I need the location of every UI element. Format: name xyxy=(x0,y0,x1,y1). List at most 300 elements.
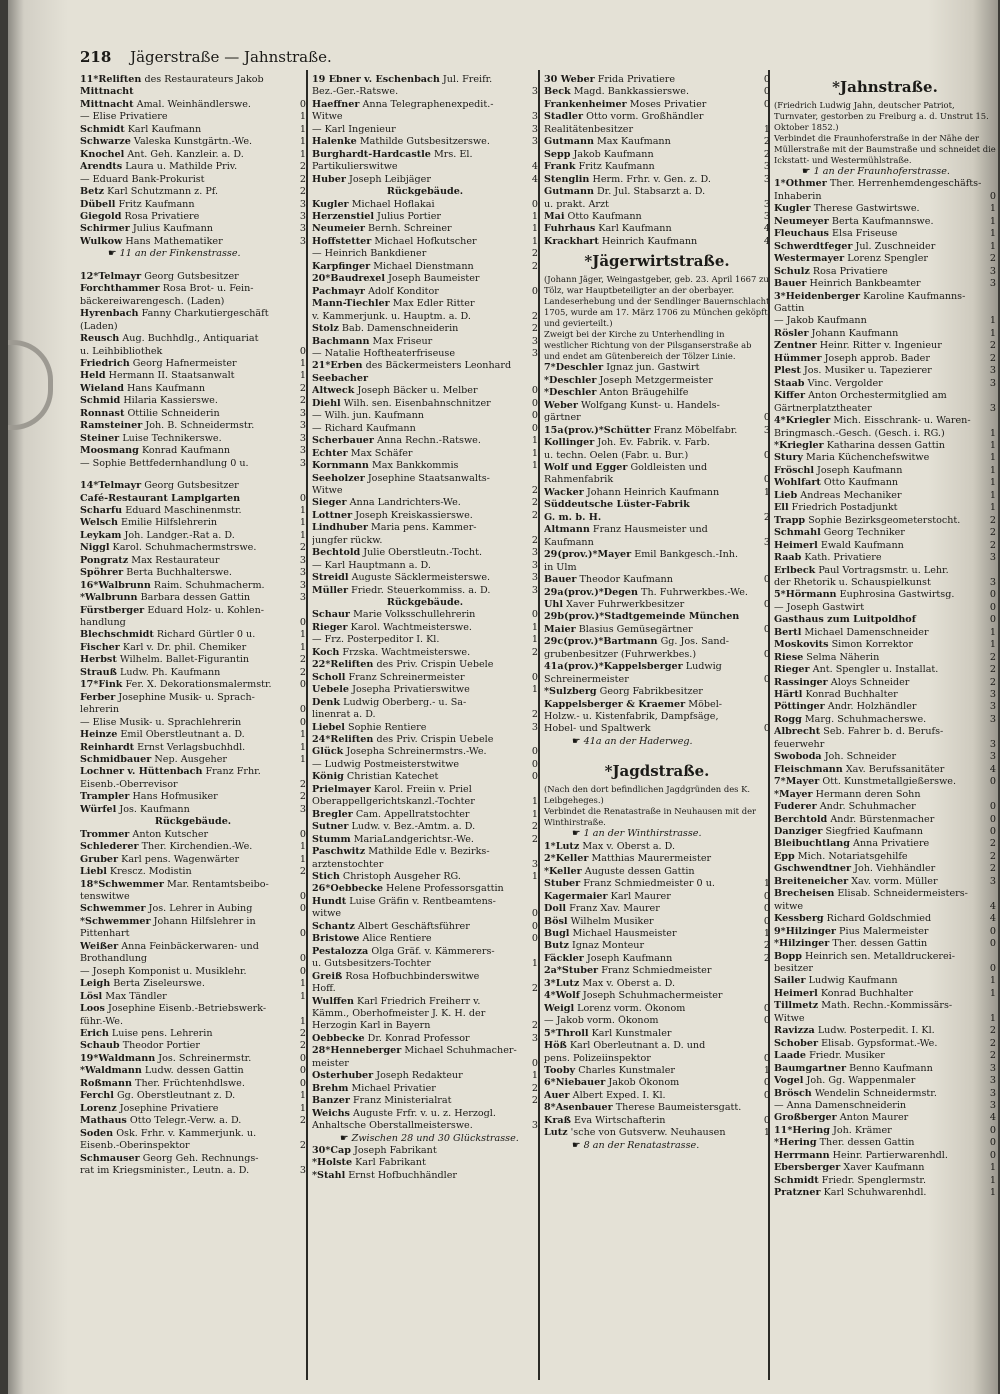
entry-name: 29a(prov.)*Degen xyxy=(544,586,638,598)
entry-detail: Eva Wirtschafterin xyxy=(573,1114,666,1126)
directory-entry xyxy=(774,203,996,215)
entry-name: Schober xyxy=(774,1037,819,1049)
directory-entry xyxy=(774,191,996,203)
floor-number: 2 xyxy=(299,666,306,678)
entry-name: Moskovits xyxy=(774,639,829,651)
entry-detail: Rosa Brot- u. Fein- xyxy=(162,283,254,295)
directory-entry xyxy=(80,617,306,629)
entry-detail: Aug. Buchhdlg., Antiquariat xyxy=(122,333,259,345)
entry-name: Brecheisen xyxy=(774,888,835,900)
floor-number: 1 xyxy=(989,427,996,439)
entry-name: Schaur xyxy=(312,609,350,621)
floor-number: 1 xyxy=(299,629,306,641)
entry-detail: Pittenhart xyxy=(80,928,130,940)
entry-detail: — Elise Musik- u. Sprachlehrerin xyxy=(80,716,242,728)
directory-entry xyxy=(544,462,770,474)
floor-number: 2 xyxy=(299,395,306,407)
entry-name: 21*Erben xyxy=(312,360,363,372)
directory-entry xyxy=(312,946,538,958)
entry-detail: Heinrich Kaufmann xyxy=(601,235,698,247)
directory-entry xyxy=(80,186,306,198)
entry-detail: Jos. Schreinermstr. xyxy=(158,1052,252,1064)
entry-name: Riese xyxy=(774,651,804,663)
directory-entry xyxy=(774,614,996,626)
entry-detail: Dr. Konrad Professor xyxy=(367,1032,470,1044)
entry-name: Doll xyxy=(544,903,567,915)
entry-detail: Wilh. sen. Eisenbahnschnitzer xyxy=(343,397,491,409)
floor-number: 1 xyxy=(989,1187,996,1199)
entry-detail: Franz Möbelfabr. xyxy=(653,424,738,436)
floor-number: 0 xyxy=(763,1089,770,1101)
entry-detail: lehrerin xyxy=(80,704,120,716)
entry-detail: Franz Frhr. xyxy=(205,766,261,778)
floor-number: 3 xyxy=(299,432,306,444)
directory-entry xyxy=(544,1065,770,1077)
entry-detail: Joseph Baumeister xyxy=(388,273,480,285)
directory-entry xyxy=(312,211,538,223)
directory-entry xyxy=(544,499,770,511)
directory-entry xyxy=(544,223,770,235)
directory-entry xyxy=(80,704,306,716)
directory-entry xyxy=(774,776,996,788)
floor-number: 3 xyxy=(763,198,770,210)
entry-detail: Anton Orchestermitglied am xyxy=(808,390,947,402)
directory-entry xyxy=(80,903,306,915)
directory-entry xyxy=(80,829,306,841)
entry-detail: Simon Korrektor xyxy=(831,639,913,651)
entry-name: Loos xyxy=(80,1003,105,1015)
entry-detail: Auguste dessen Gattin xyxy=(584,865,695,877)
floor-number: 2 xyxy=(531,821,538,833)
directory-entry xyxy=(544,978,770,990)
directory-entry xyxy=(774,689,996,701)
entry-name: Kornmann xyxy=(312,460,369,472)
floor-number: 3 xyxy=(299,567,306,579)
floor-number: 1 xyxy=(531,796,538,808)
entry-detail: Joseph Leibjäger xyxy=(348,173,431,185)
floor-number: 1 xyxy=(299,741,306,753)
directory-entry xyxy=(774,278,996,290)
directory-entry xyxy=(774,328,996,340)
entry-detail: Fer. X. Dekorationsmalermstr. xyxy=(125,679,272,691)
entry-detail: Katharina dessen Gattin xyxy=(826,439,945,451)
entry-name: Gasthaus zum Luitpoldhof xyxy=(774,614,916,626)
page-number: 218 xyxy=(80,48,112,66)
entry-name: Schaub xyxy=(80,1040,120,1052)
entry-detail: — Wilh. jun. Kaufmann xyxy=(312,410,424,422)
entry-name: Fischer xyxy=(80,641,120,653)
floor-number: 0 xyxy=(989,925,996,937)
entry-name: Vogel xyxy=(774,1075,804,1087)
entry-name: Koch xyxy=(312,646,340,658)
floor-number: 4 xyxy=(989,1112,996,1124)
floor-number: 2 xyxy=(531,534,538,546)
entry-detail: der Rhetorik u. Schauspielkunst xyxy=(774,576,931,588)
entry-name: Trommer xyxy=(80,828,130,840)
floor-number: 2 xyxy=(299,1115,306,1127)
entry-name: 14*Telmayr xyxy=(80,480,142,492)
floor-number: 2 xyxy=(989,527,996,539)
entry-detail: Th. Fuhrwerkbes.-We. xyxy=(641,586,748,598)
floor-number: 1 xyxy=(989,489,996,501)
directory-entry xyxy=(312,111,538,123)
entry-detail: Joh. Krämer xyxy=(832,1124,892,1136)
entry-detail: Oberappellgerichtskanzl.-Tochter xyxy=(312,796,475,808)
entry-name: Auer xyxy=(544,1089,570,1101)
entry-detail: Berta Buchhalterswe. xyxy=(126,567,232,579)
entry-detail: Ludw. Ph. Kaufmann xyxy=(119,666,221,678)
section-heading: Rückgebäude. xyxy=(386,186,464,198)
entry-detail: tenswitwe xyxy=(80,891,130,902)
entry-detail: Heinrich sen. Metalldruckerei- xyxy=(805,950,955,962)
directory-entry xyxy=(312,659,538,671)
directory-entry xyxy=(774,701,996,713)
directory-entry xyxy=(774,365,996,377)
entry-detail: Dr. Jul. Stabsarzt a. D. xyxy=(596,186,706,198)
entry-detail: Luise Gräfin v. Rentbeamtens- xyxy=(349,895,496,907)
directory-entry xyxy=(80,445,306,457)
directory-entry xyxy=(80,358,306,370)
floor-number: 2 xyxy=(763,136,770,148)
directory-entry xyxy=(80,667,306,679)
floor-number: 3 xyxy=(299,592,306,604)
entry-name: Schmahl xyxy=(774,527,821,539)
floor-number: 3 xyxy=(989,552,996,564)
directory-entry xyxy=(312,622,538,634)
floor-number: 1 xyxy=(989,1174,996,1186)
section-heading: Rückgebäude. xyxy=(386,597,464,609)
floor-number: 2 xyxy=(531,509,538,521)
directory-entry xyxy=(80,1040,306,1052)
directory-entry xyxy=(544,86,770,98)
entry-name: 41a(prov.)*Kappelsberger xyxy=(544,661,683,673)
page-title: Jägerstraße — Jahnstraße. xyxy=(130,48,332,66)
floor-number: 0 xyxy=(531,198,538,210)
floor-number: 2 xyxy=(989,1037,996,1049)
entry-name: Kessberg xyxy=(774,913,824,925)
street-note: (Nach den dort befindlichen Jagdgründen des K. Leibgeheges.) xyxy=(544,784,751,806)
entry-name: 17*Fink xyxy=(80,679,123,691)
directory-entry xyxy=(544,487,770,499)
directory-entry xyxy=(544,524,770,536)
entry-detail: Maria Küchenchefswitwe xyxy=(806,452,930,464)
floor-number: 3 xyxy=(763,173,770,185)
entry-name: Schmidbauer xyxy=(80,754,152,766)
floor-number: 0 xyxy=(763,890,770,902)
directory-entry xyxy=(544,362,770,374)
directory-entry xyxy=(312,410,538,422)
floor-number: 0 xyxy=(763,723,770,735)
entry-name: Bugl xyxy=(544,928,570,940)
floor-number: 2 xyxy=(531,646,538,658)
directory-entry xyxy=(80,111,306,123)
entry-detail: Marie Volksschullehrerin xyxy=(353,609,476,621)
spacer xyxy=(80,261,306,271)
directory-entry xyxy=(774,876,996,888)
entry-detail: Christian Katechet xyxy=(346,771,439,783)
floor-number: 2 xyxy=(763,511,770,523)
entry-detail: Franz Xav. Maurer xyxy=(569,903,660,915)
entry-detail: Blasius Gemüsegärtner xyxy=(578,623,693,635)
directory-entry xyxy=(312,883,538,895)
directory-entry xyxy=(544,1003,770,1015)
entry-detail: Marg. Schuhmacherswe. xyxy=(804,713,927,725)
floor-number: 3 xyxy=(299,407,306,419)
floor-number: 3 xyxy=(989,576,996,588)
directory-entry xyxy=(80,505,306,517)
entry-detail: Realitätenbesitzer xyxy=(544,123,634,135)
floor-number: 2 xyxy=(299,778,306,790)
entry-detail: Ludw. Posterpedit. I. Kl. xyxy=(817,1025,935,1037)
entry-name: 3*Heidenberger xyxy=(774,290,861,302)
entry-detail: Karl Oberleutnant a. D. und xyxy=(569,1040,706,1052)
entry-name: Fürstberger xyxy=(80,604,145,616)
directory-entry xyxy=(312,124,538,136)
entry-name: Lochner v. Hüttenbach xyxy=(80,766,203,778)
entry-name: *Kriegler xyxy=(774,439,824,451)
floor-number: 2 xyxy=(989,253,996,265)
entry-name: Wulffen xyxy=(312,995,354,1007)
entry-name: Uebele xyxy=(312,684,350,696)
entry-name: Lösl xyxy=(80,990,103,1002)
entry-detail: Sophie Bezirksgeometerstocht. xyxy=(808,514,961,526)
cross-street-marker: ☛ 1 an der Fraunhoferstrasse. xyxy=(774,166,996,178)
directory-entry xyxy=(544,537,770,549)
entry-detail: besitzer xyxy=(774,963,813,974)
floor-number: 2 xyxy=(989,539,996,551)
entry-name: 29c(prov.)*Bartmann xyxy=(544,636,658,648)
entry-name: Stich xyxy=(312,871,340,882)
directory-entry xyxy=(312,647,538,659)
entry-name: Reusch xyxy=(80,333,120,345)
floor-number: 3 xyxy=(531,547,538,559)
directory-entry xyxy=(312,709,538,721)
directory-entry xyxy=(312,684,538,696)
entry-name: Lutz xyxy=(544,1127,568,1139)
directory-entry xyxy=(80,74,306,86)
entry-name: *Hilzinger xyxy=(774,938,830,950)
entry-name: Pachmayr xyxy=(312,285,365,297)
directory-entry xyxy=(80,370,306,382)
directory-entry xyxy=(80,321,306,333)
directory-entry xyxy=(312,547,538,559)
column-1 xyxy=(80,74,306,1177)
entry-detail: Wilhelm. Ballet-Figurantin xyxy=(119,654,250,666)
column-divider xyxy=(538,70,540,1380)
entry-detail: Michael Hausmeister xyxy=(572,928,677,940)
floor-number: 2 xyxy=(531,1020,538,1032)
floor-number: 1 xyxy=(989,1162,996,1174)
floor-number: 2 xyxy=(989,1050,996,1062)
column-4 xyxy=(774,74,996,1200)
directory-entry xyxy=(80,161,306,173)
directory-entry xyxy=(312,746,538,758)
directory-entry xyxy=(80,941,306,953)
entry-detail: Karl pens. Wagenwärter xyxy=(121,853,240,865)
entry-name: Blechschmidt xyxy=(80,629,154,641)
entry-name: Denk xyxy=(312,696,341,708)
entry-detail: — Jakob Kaufmann xyxy=(774,315,867,327)
entry-detail: Heinr. Partierwarenhdl. xyxy=(832,1149,948,1161)
entry-detail: Ernst Hofbuchhändler xyxy=(348,1169,457,1181)
entry-detail: Cam. Appellratstochter xyxy=(355,808,470,820)
directory-entry xyxy=(774,589,996,601)
floor-number: 1 xyxy=(763,1127,770,1139)
directory-entry xyxy=(774,490,996,502)
directory-entry xyxy=(80,1065,306,1077)
entry-name: Brehm xyxy=(312,1082,349,1094)
entry-name: Moosmang xyxy=(80,445,139,457)
floor-number: 0 xyxy=(531,920,538,932)
directory-entry xyxy=(774,552,996,564)
entry-detail: Michael Hoflakai xyxy=(351,198,435,210)
entry-detail: — Frz. Posterpeditor I. Kl. xyxy=(312,634,440,646)
directory-entry xyxy=(312,933,538,945)
entry-name: Gutmann xyxy=(544,136,594,148)
directory-entry xyxy=(544,400,770,412)
directory-entry xyxy=(774,751,996,763)
entry-detail: Max Friseur xyxy=(372,335,433,347)
directory-entry xyxy=(80,480,306,492)
directory-entry xyxy=(80,841,306,853)
entry-detail: Xav. Berufssanitäter xyxy=(845,763,945,775)
directory-entry xyxy=(544,236,770,248)
entry-detail: — Joseph Komponist u. Musiklehr. xyxy=(80,965,247,977)
directory-entry xyxy=(312,809,538,821)
entry-detail: — Natalie Hoftheaterfriseuse xyxy=(312,347,456,359)
entry-detail: u. Leihbibliothek xyxy=(80,345,163,357)
entry-name: Rieger xyxy=(774,664,810,676)
directory-entry xyxy=(80,493,306,505)
entry-detail: Albert Geschäftsführer xyxy=(357,920,470,932)
directory-entry xyxy=(774,1175,996,1187)
directory-entry xyxy=(312,908,538,920)
entry-name: 28*Henneberger xyxy=(312,1045,402,1057)
entry-name: Rösler xyxy=(774,327,809,339)
directory-entry xyxy=(312,323,538,335)
directory-entry xyxy=(544,549,770,561)
directory-entry xyxy=(80,383,306,395)
entry-name: Fuhrhaus xyxy=(544,223,596,235)
entry-name: *Sulzberg xyxy=(544,686,597,698)
directory-entry xyxy=(774,652,996,664)
floor-number: 1 xyxy=(763,878,770,890)
directory-entry xyxy=(312,771,538,783)
entry-name: Pestalozza xyxy=(312,945,369,957)
entry-detail: Max Kaufmann xyxy=(596,136,671,148)
directory-entry xyxy=(80,271,306,283)
floor-number: 0 xyxy=(299,903,306,915)
floor-number: 1 xyxy=(763,123,770,135)
directory-entry xyxy=(80,953,306,965)
entry-name: Streidl xyxy=(312,572,349,584)
entry-detail: Emil Oberstleutnant a. D. xyxy=(120,729,245,741)
floor-number: 2 xyxy=(989,1025,996,1037)
entry-detail: Pius Malermeister xyxy=(839,925,929,937)
directory-entry xyxy=(80,605,306,617)
directory-entry xyxy=(544,661,770,673)
entry-name: Mai xyxy=(544,210,565,222)
entry-name: Sepp xyxy=(544,148,571,160)
entry-detail: — Karl Hauptmann a. D. xyxy=(312,559,431,571)
entry-name: Pöttinger xyxy=(774,701,825,713)
entry-detail: Anna Feinbäckerwaren- und xyxy=(121,940,259,952)
entry-detail: Michael Schuhmacher- xyxy=(404,1045,517,1057)
entry-detail: Aloys Schneider xyxy=(830,676,910,688)
floor-number: 1 xyxy=(299,729,306,741)
floor-number: 0 xyxy=(299,928,306,940)
directory-entry xyxy=(312,996,538,1008)
entry-detail: Jul. Freifr. xyxy=(442,74,493,85)
floor-number: 1 xyxy=(299,504,306,516)
entry-name: Bösl xyxy=(544,915,568,927)
entry-name: Dübell xyxy=(80,198,116,210)
entry-name: *Hering xyxy=(774,1137,817,1149)
directory-entry xyxy=(774,1088,996,1100)
directory-entry xyxy=(80,346,306,358)
entry-detail: Mathilde Gutsbesitzerswe. xyxy=(359,136,490,148)
floor-number: 0 xyxy=(989,938,996,950)
floor-number: 1 xyxy=(989,1012,996,1024)
entry-name: 15a(prov.)*Schütter xyxy=(544,424,651,436)
floor-number: 1 xyxy=(299,1015,306,1027)
floor-number: 2 xyxy=(531,983,538,995)
entry-detail: Lorenz vorm. Ökonom xyxy=(577,1002,686,1014)
entry-detail: Friedr. Musiker xyxy=(809,1050,885,1062)
entry-detail: Alice Rentiere xyxy=(362,933,432,945)
directory-entry xyxy=(774,789,996,801)
directory-entry xyxy=(544,1127,770,1139)
directory-entry xyxy=(312,971,538,983)
column-divider xyxy=(306,70,308,1380)
directory-entry xyxy=(312,149,538,161)
floor-number: 3 xyxy=(531,111,538,123)
directory-entry xyxy=(544,965,770,977)
entry-name: Schulz xyxy=(774,265,810,277)
directory-entry xyxy=(312,311,538,323)
floor-number: 3 xyxy=(531,123,538,135)
entry-detail: Max Tändler xyxy=(105,990,167,1002)
entry-detail: arztenstochter xyxy=(312,858,384,870)
floor-number: 3 xyxy=(989,377,996,389)
entry-detail: Paul Vortragsmstr. u. Lehr. xyxy=(818,564,949,576)
floor-number: 3 xyxy=(299,223,306,235)
entry-name: Echter xyxy=(312,447,348,459)
directory-entry xyxy=(544,124,770,136)
entry-detail: Gg. Oberstleutnant z. D. xyxy=(116,1090,236,1102)
entry-detail: jungfer rückw. xyxy=(312,534,383,546)
entry-name: 5*Hörmann xyxy=(774,589,837,601)
directory-entry xyxy=(80,223,306,235)
entry-detail: Ant. Geh. Kanzleir. a. D. xyxy=(127,148,244,160)
floor-number: 3 xyxy=(299,554,306,566)
floor-number: 2 xyxy=(989,838,996,850)
entry-detail: Karoline Kaufmanns- xyxy=(863,290,966,302)
entry-name: Stury xyxy=(774,452,803,464)
directory-entry xyxy=(312,435,538,447)
floor-number: 1 xyxy=(989,502,996,514)
entry-name: Schantz xyxy=(312,920,355,932)
directory-entry xyxy=(544,611,770,623)
directory-entry xyxy=(80,966,306,978)
directory-entry xyxy=(312,174,538,186)
entry-detail: Joseph Fabrikant xyxy=(354,1144,437,1156)
floor-number: 0 xyxy=(531,609,538,621)
entry-name: Brösch xyxy=(774,1087,812,1099)
floor-number: 2 xyxy=(531,1082,538,1094)
directory-entry xyxy=(312,1157,538,1169)
directory-entry xyxy=(774,1075,996,1087)
